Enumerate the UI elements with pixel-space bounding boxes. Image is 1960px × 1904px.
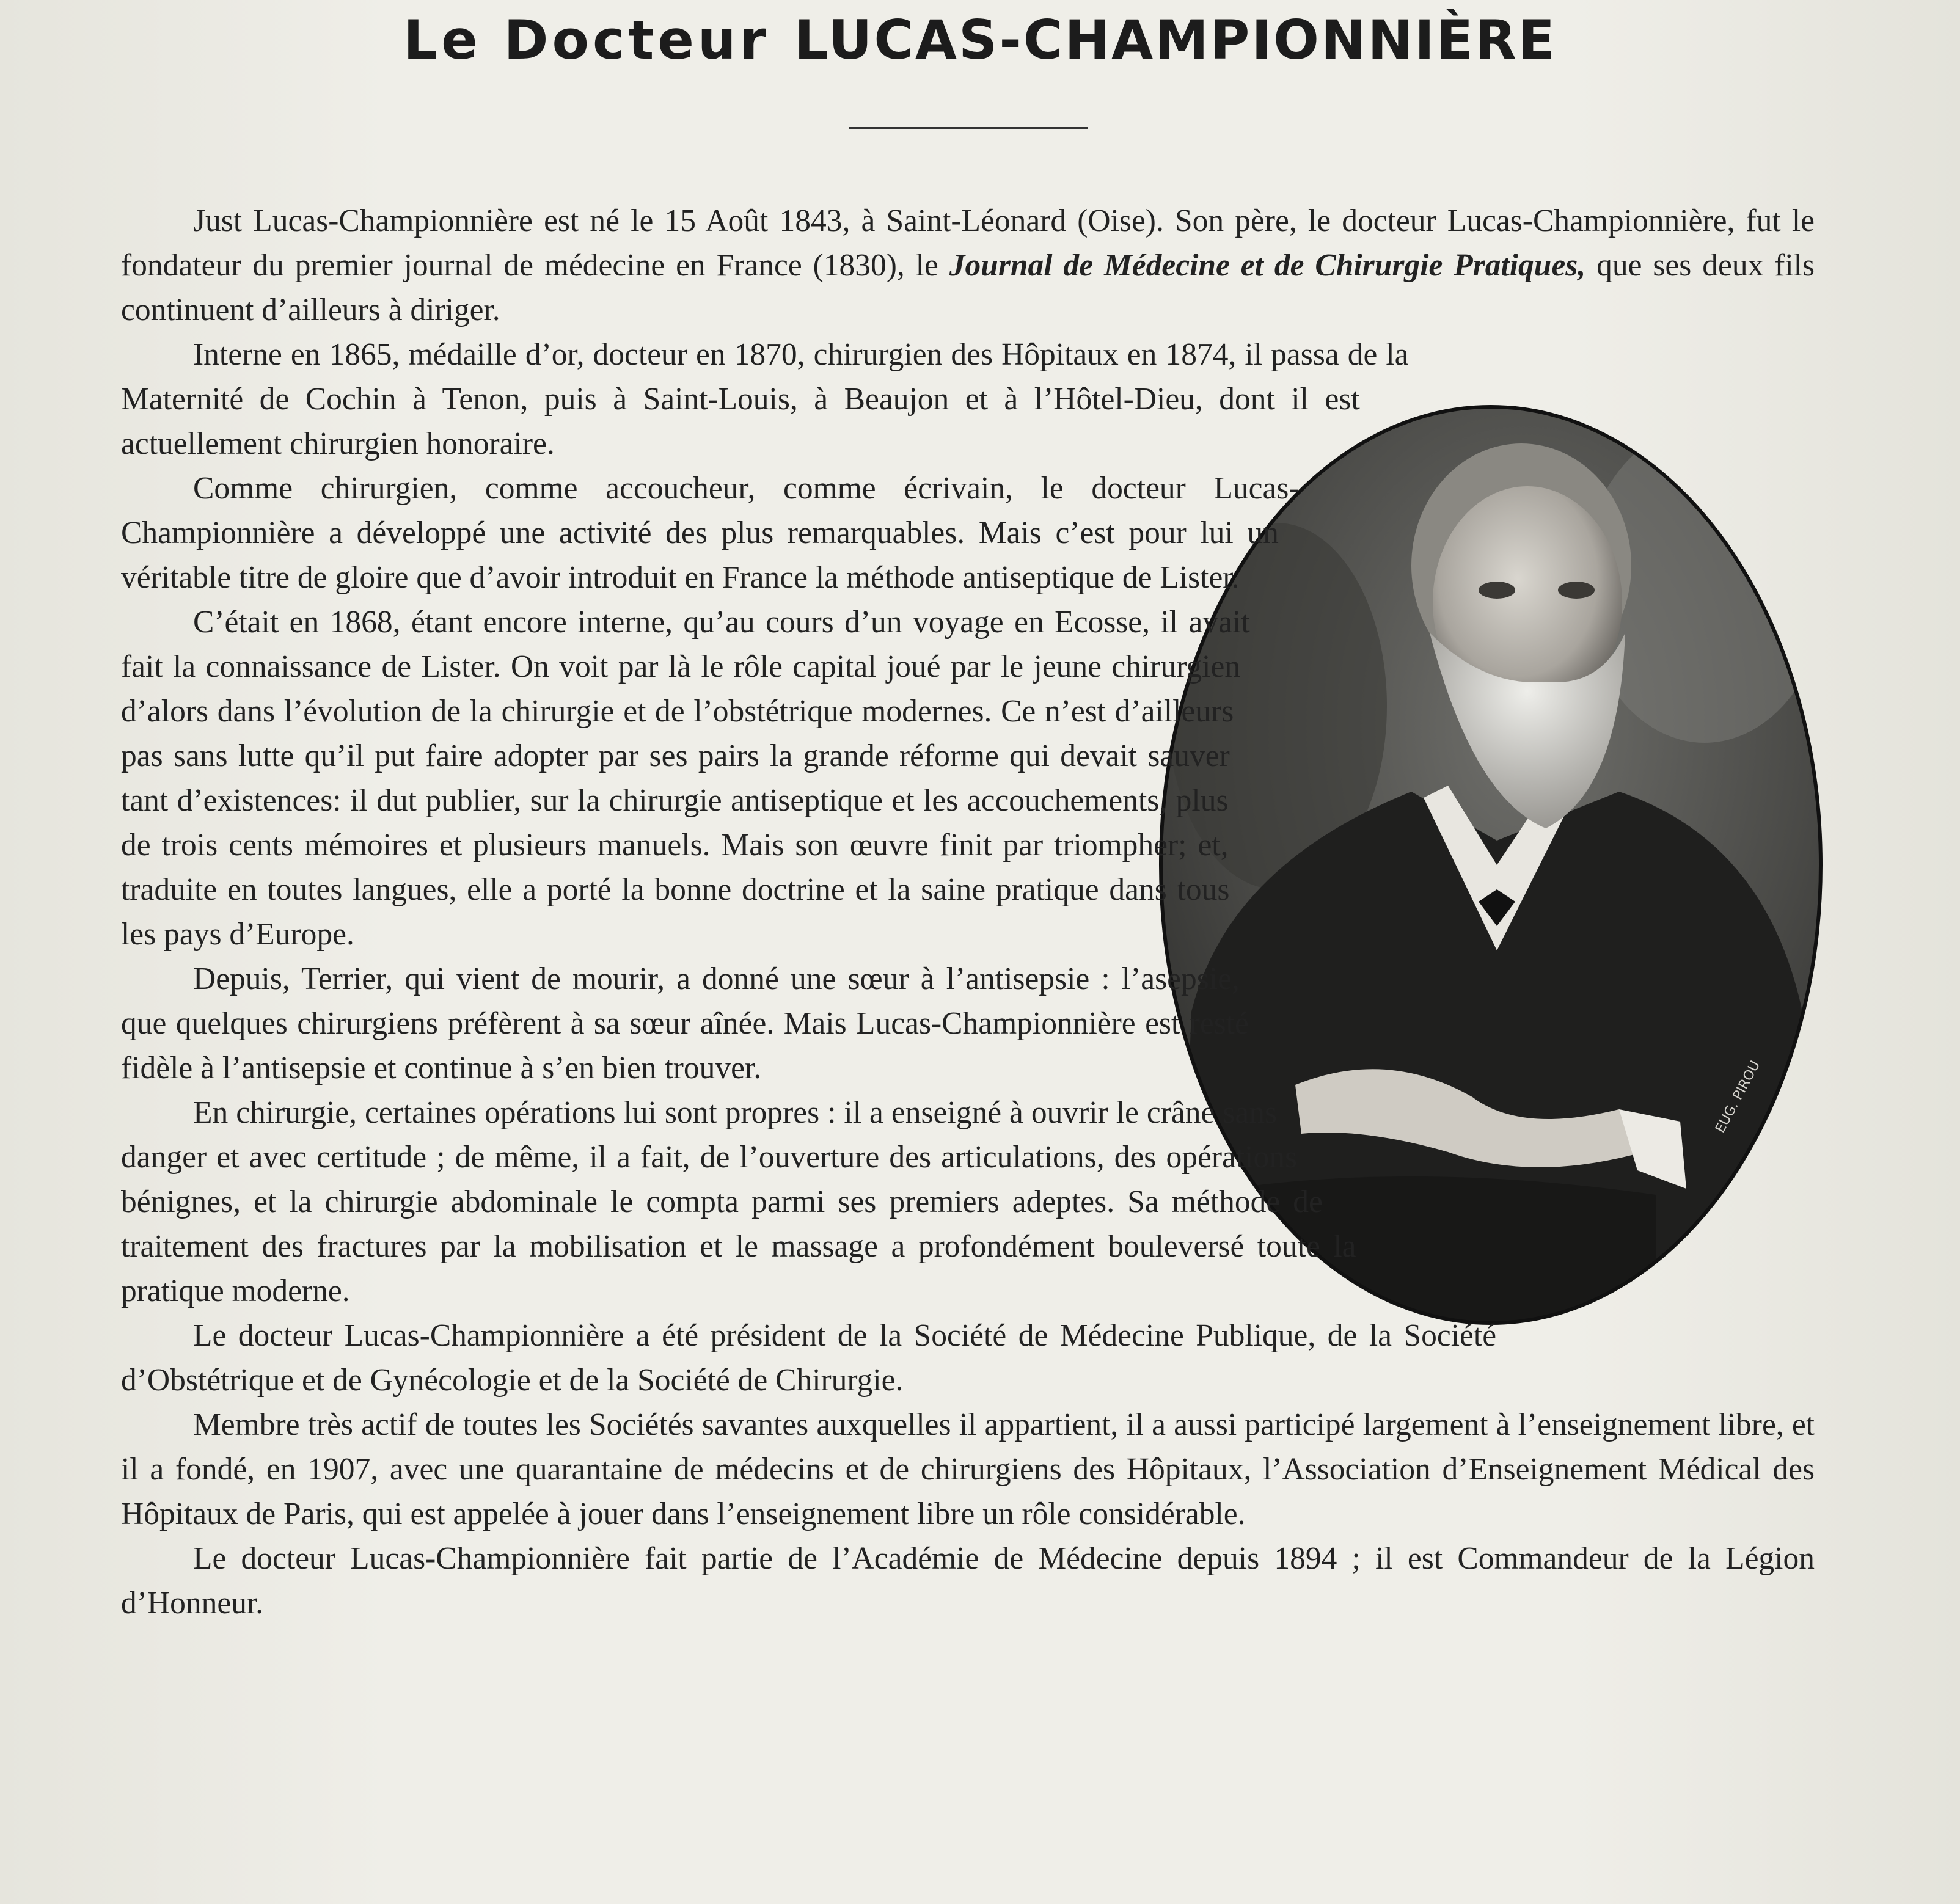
- paragraph-8: Membre très actif de toutes les Sociétés savantes auxquelles il appartient, il a aussi participé largement à l’enseignement libre, et il a fondé, en 1907, avec une quarantaine de médecins et de chirurgiens des Hôpitaux, l’Association d’Enseignement Médical des Hôpitaux de Paris, qui est appelée à jouer dans l’enseignement libre un rôle considérable.: [121, 1407, 1815, 1531]
- paragraph-1-tail: que ses deux fils continuent d’ailleurs à diriger.: [121, 248, 1815, 327]
- paragraph-2: Interne en 1865, médaille d’or, docteur en 1870, chirurgien des Hôpitaux en 1874, il passa de la Maternité de Cochin à Tenon, puis à Saint-Louis, à Beaujon et à l’Hôtel-Dieu, dont il est actuellement chirurgien honoraire.: [121, 337, 1409, 461]
- title-name: LUCAS-CHAMPIONNIÈRE: [794, 9, 1557, 71]
- paragraph-1-text: Just Lucas-Championnière est né le 15 Août 1843, à Saint-Léonard (Oise). Son père, le docteur Lucas-Championnière, fut le fondateur du premier journal de médecine en France (1830), le: [121, 203, 1815, 283]
- paragraph-9: Le docteur Lucas-Championnière fait partie de l’Académie de Médecine depuis 1894 ; il est Commandeur de la Légion d’Honneur.: [121, 1541, 1815, 1621]
- paragraph-7: Le docteur Lucas-Championnière a été président de la Société de Médecine Publique, de la Société d’Obstétrique et de Gynécologie et de la Société de Chirurgie.: [121, 1318, 1497, 1398]
- article-body: [121, 199, 1815, 1625]
- title-prefix: Le Docteur: [403, 9, 770, 71]
- page-title: [0, 9, 1960, 71]
- paragraph-6: En chirurgie, certaines opérations lui sont propres : il a enseigné à ouvrir le crâne sans danger et avec certitude ; de même, il a fait, de l’ouverture des articulations, des opérations bénignes, et la chirurgie abdominale le compta parmi ses premiers adeptes. Sa méthode de traitement des fractures par la mobilisation et le massage a profondément bouleversé toute la pratique moderne.: [121, 1095, 1356, 1308]
- journal-title: Journal de Médecine et de Chirurgie Pratiques,: [949, 248, 1586, 283]
- paragraph-3: Comme chirurgien, comme accoucheur, comme écrivain, le docteur Lucas-Championnière a développé une activité des plus remarquables. Mais c’est pour lui un véritable titre de gloire que d’avoir introduit en France la méthode antiseptique de Lister.: [121, 471, 1300, 595]
- photographer-caption: EUG. PIROU: [1713, 1058, 1764, 1136]
- paragraph-1: [121, 199, 1815, 332]
- title-divider: [849, 127, 1088, 129]
- paragraph-4: C’était en 1868, étant encore interne, qu’au cours d’un voyage en Ecosse, il avait fait la connaissance de Lister. On voit par là le rôle capital joué par le jeune chirurgien d’alors dans l’évolution de la chirurgie et de l’obstétrique modernes. Ce n’est d’ailleurs pas sans lutte qu’il put faire adopter par ses pairs la grande réforme qui devait sauver tant d’existences: il dut publier, sur la chirurgie antiseptique et les accouchements, plus de trois cents mémoires et plusieurs manuels. Mais son œuvre finit par triompher; et, traduite en toutes langues, elle a porté la bonne doctrine et la saine pratique dans tous les pays d’Europe.: [121, 605, 1250, 952]
- paragraph-5: Depuis, Terrier, qui vient de mourir, a donné une sœur à l’antisepsie : l’asepsie, que quelques chirurgiens préfèrent à sa sœur aînée. Mais Lucas-Championnière est resté fidèle à l’antisepsie et continue à s’en bien trouver.: [121, 961, 1249, 1085]
